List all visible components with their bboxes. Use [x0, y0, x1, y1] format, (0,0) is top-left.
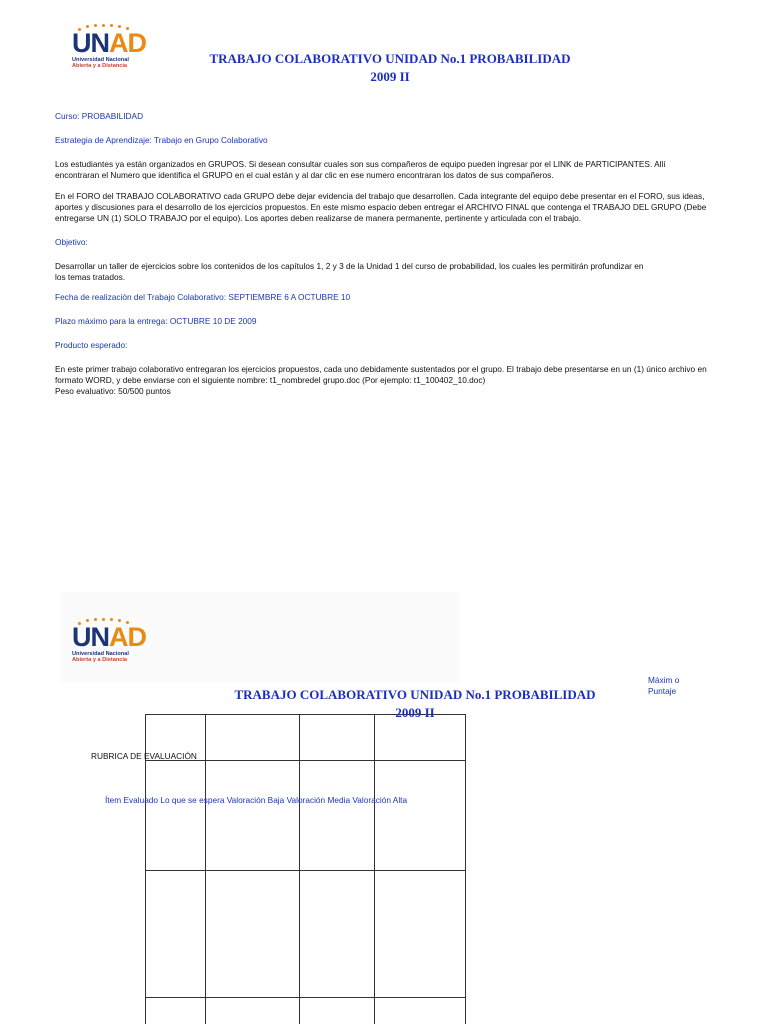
title-line-2: 2009 II: [370, 69, 410, 84]
logo-university-subtitle: Abierta y a Distancia: [72, 657, 128, 663]
paragraph-foro: En el FORO del TRABAJO COLABORATIVO cada GRUPO debe dejar evidencia del trabajo que desarrollen. Cada integrante del equipo debe presentar en el FORO, sus ideas, aportes y discusiones para el desarrollo de los ejercicios propuestos. En este mismo espacio deben entregar el ARCHIVO FINAL que contenga el TRABAJO DEL GRUPO (Debe entregarse UN (1) SOLO TRABAJO por el equipo). Los aportes deben realizarse de manera permanente, pertinente y articulada con el trabajo.: [55, 191, 707, 223]
objetivo-label: Objetivo:: [55, 237, 88, 247]
logo-university-name: Universidad Nacional: [72, 57, 129, 63]
objetivo-text: Desarrollar un taller de ejercicios sobre los contenidos de los capítulos 1, 2 y 3 de la Unidad 1 del curso de probabilidad, los cuales les permitirán profundizar en los temas tratados.: [55, 261, 644, 282]
max-puntaje-label: Máxim o Puntaje: [648, 675, 680, 696]
title-line-1: TRABAJO COLABORATIVO UNIDAD No.1 PROBABILIDAD: [209, 51, 571, 66]
logo-wordmark: UNAD: [72, 28, 146, 58]
logo-wordmark: UNAD: [72, 622, 146, 652]
plazo-line: Plazo máximo para la entrega: OCTUBRE 10 DE 2009: [55, 316, 257, 326]
logo-university-name: Universidad Nacional: [72, 651, 129, 657]
page2-title-line-2: 2009 II: [395, 705, 435, 720]
curso-line: Curso: PROBABILIDAD: [55, 111, 144, 121]
producto-text: En este primer trabajo colaborativo entregaran los ejercicios propuestos, cada uno debidamente sustentados por el grupo. El trabajo debe presentarse en un (1) único archivo en formato WORD, y debe enviarse con el siguiente nombre: t1_nombredel grupo.doc (Por ejemplo: t1_100402_10.doc): [55, 364, 707, 385]
page2-title: [170, 686, 660, 722]
peso-line: Peso evaluativo: 50/500 puntos: [55, 386, 171, 396]
logo-university-subtitle: Abierta y a Distancia: [72, 63, 128, 69]
page2-title-line-1: TRABAJO COLABORATIVO UNIDAD No.1 PROBABILIDAD: [234, 687, 596, 702]
producto-label: Producto esperado:: [55, 340, 128, 350]
paragraph-grupos: Los estudiantes ya están organizados en GRUPOS. Si desean consultar cuales son sus compañeros de equipo pueden ingresar por el LINK de PARTICIPANTES. Allí encontraran el Numero que identifica el GRUPO en el cual están y al dar clic en ese numero encontraran los datos de sus compañeros.: [55, 159, 666, 180]
rubric-column-headers: Ítem Evaluado Lo que se espera Valoración Baja Valoración Media Valoración Alta: [105, 795, 408, 805]
fecha-line: Fecha de realización del Trabajo Colaborativo: SEPTIEMBRE 6 A OCTUBRE 10: [55, 292, 351, 302]
estrategia-line: Estrategia de Aprendizaje: Trabajo en Grupo Colaborativo: [55, 135, 268, 145]
rubrica-heading: RUBRICA DE EVALUACIÓN: [91, 751, 197, 761]
